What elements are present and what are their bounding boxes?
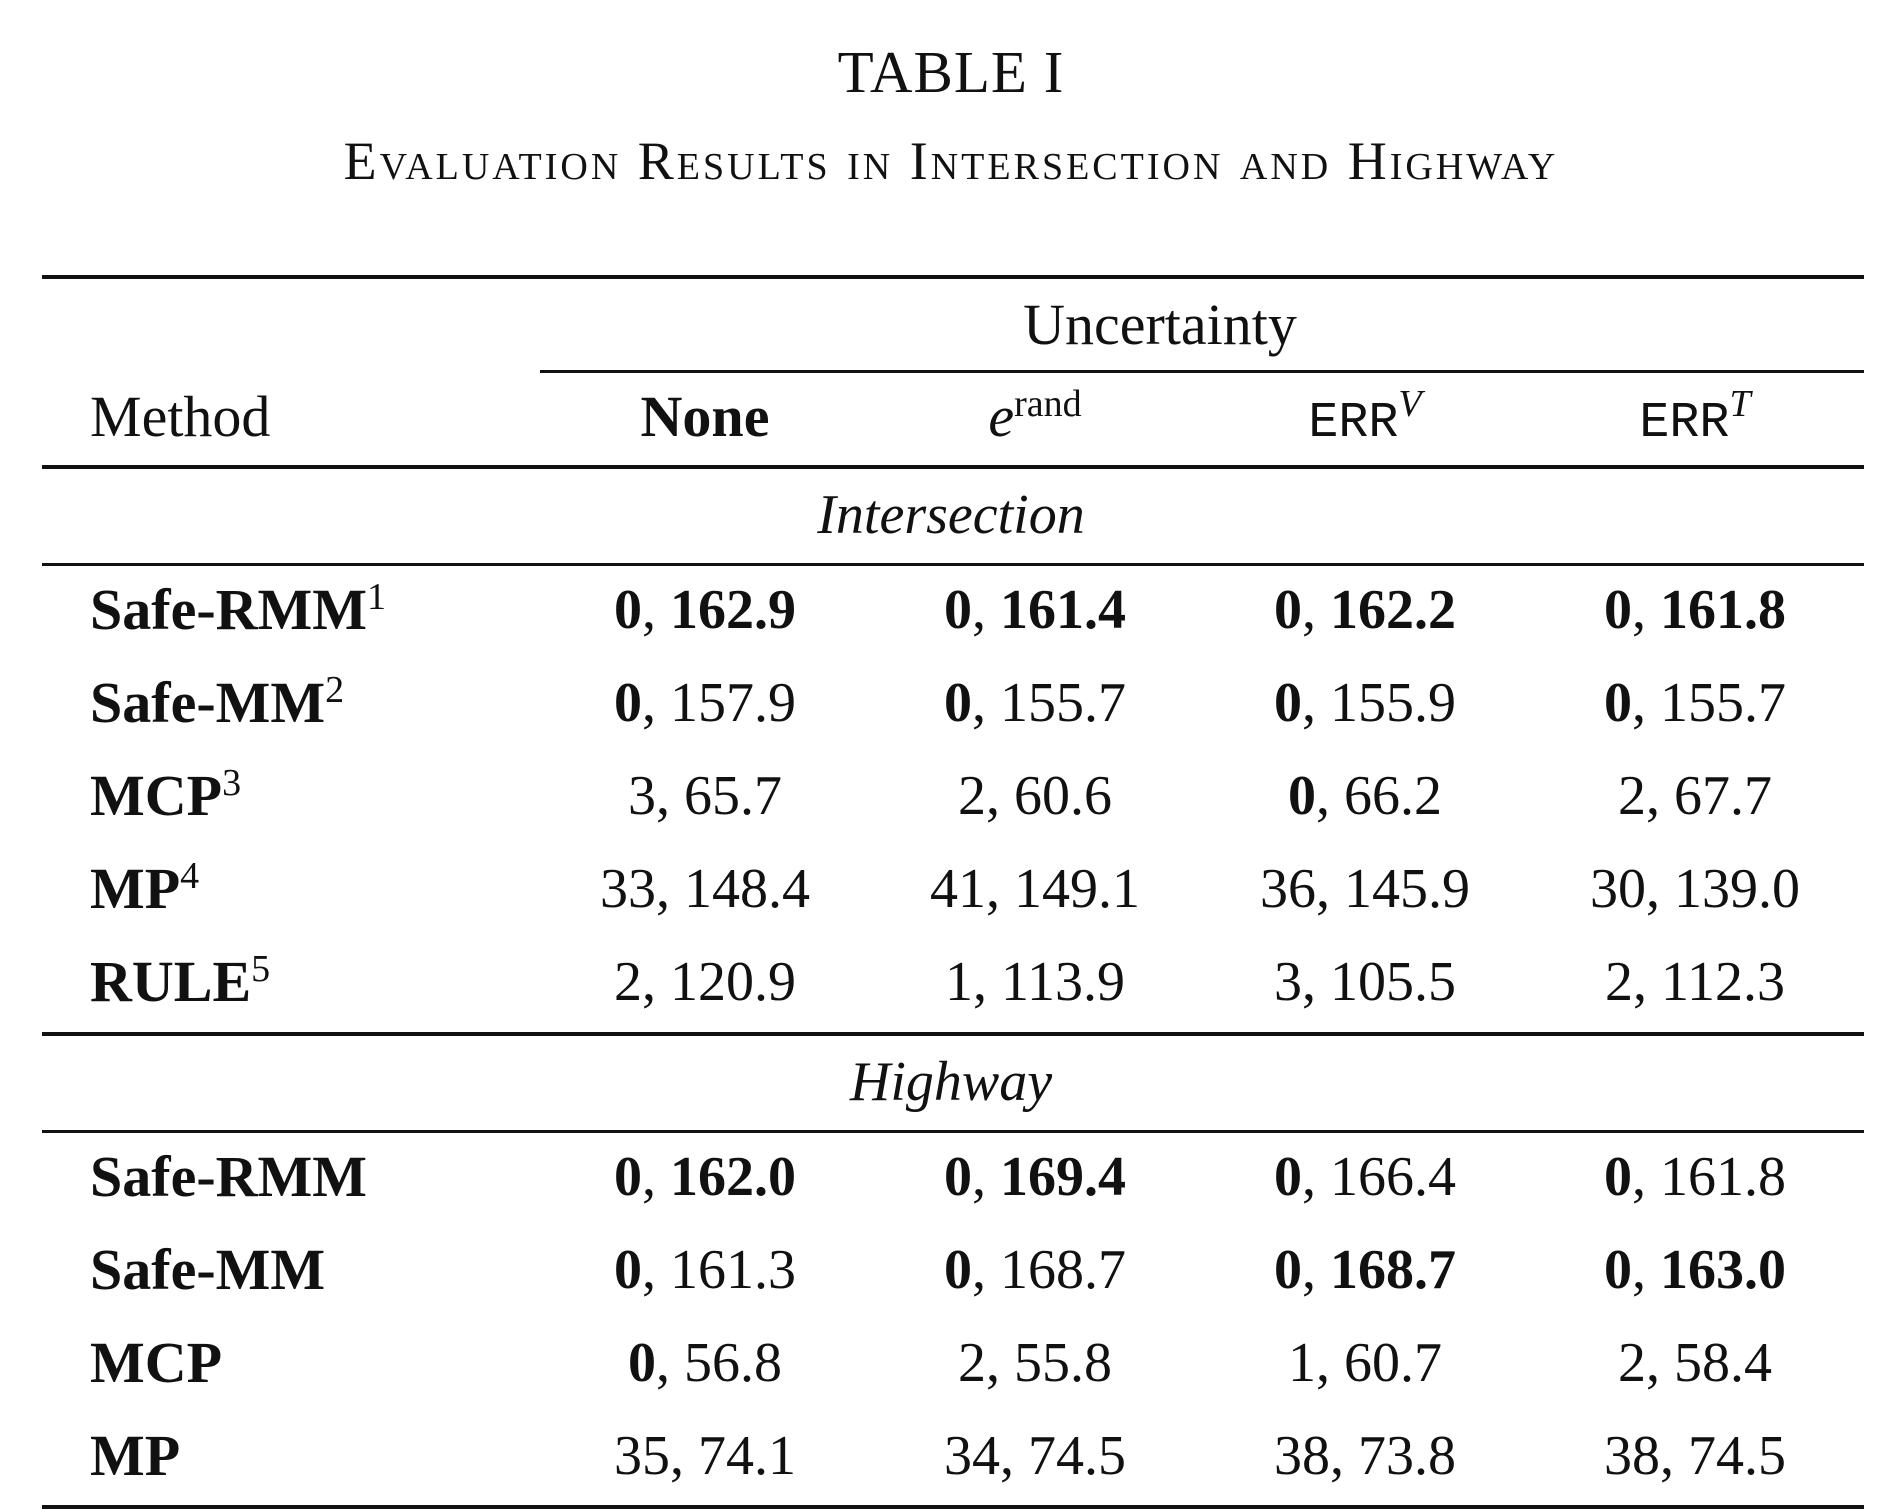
section-rule-highway (42, 1130, 1864, 1133)
table-cell: 38, 73.8 (1274, 1425, 1456, 1487)
method-label: RULE$^5$ (90, 948, 271, 1014)
table-cell: 2, 60.6 (958, 765, 1112, 827)
table-cell: 2, 67.7 (1618, 765, 1772, 827)
table-cell: 2, 112.3 (1605, 951, 1785, 1013)
table-number: TABLE I (837, 39, 1065, 105)
table-cell: 0, 162.0 (614, 1146, 796, 1208)
table-cell: 2, 120.9 (614, 951, 796, 1013)
uncertainty-header: Uncertainty (1023, 292, 1297, 357)
table-cell: 38, 74.5 (1604, 1425, 1786, 1487)
table-cell: 30, 139.0 (1590, 858, 1800, 920)
table-cell: 0, 169.4 (944, 1146, 1126, 1208)
method-label: Safe-$MM^2$ (90, 669, 345, 735)
header-rule (42, 465, 1864, 469)
method-label: Safe-RMM$^1$ (90, 576, 387, 642)
table-cell: 0, 161.8 (1604, 1146, 1786, 1208)
table-cell: 0, 161.8 (1604, 579, 1786, 641)
table-cell: 0, 163.0 (1604, 1239, 1786, 1301)
table-cell: 0, 162.9 (614, 579, 796, 641)
table-cell: 0, 155.7 (1604, 672, 1786, 734)
table-cell: 3, 105.5 (1274, 951, 1456, 1013)
table-cell: 41, 149.1 (930, 858, 1140, 920)
col-header-none: None (640, 384, 770, 449)
table-cell: 0, 161.3 (614, 1239, 796, 1301)
table-cell: 0, 66.2 (1288, 765, 1442, 827)
table-cell: 2, 55.8 (958, 1332, 1112, 1394)
table-cell: 0, 155.7 (944, 672, 1126, 734)
method-label: MP (90, 1423, 181, 1488)
method-label: Safe-MM (90, 1237, 326, 1302)
section-label: Intersection (817, 484, 1085, 546)
group-rule (540, 370, 1864, 373)
table-cell: 0, 162.2 (1274, 579, 1456, 641)
table-cell: 33, 148.4 (600, 858, 810, 920)
table-cell: 1, 113.9 (945, 951, 1125, 1013)
method-label: $MP^4$ (90, 855, 200, 921)
table-cell: 1, 60.7 (1288, 1332, 1442, 1394)
top-rule (42, 275, 1864, 279)
col-header-err-t: $ERR^T$ (1639, 383, 1751, 452)
table-cell: 34, 74.5 (944, 1425, 1126, 1487)
table-cell: 0, 155.9 (1274, 672, 1456, 734)
table-cell: 2, 58.4 (1618, 1332, 1772, 1394)
method-label: MCP$^3$ (90, 762, 242, 828)
table-title: Evaluation Results in Intersection and Highway (343, 131, 1559, 191)
col-header-err-v: $ERR^V$ (1308, 383, 1422, 452)
table-cell: 36, 145.9 (1260, 858, 1470, 920)
section-rule-intersection (42, 563, 1864, 566)
mid-rule (42, 1032, 1864, 1036)
table-cell: 0, 168.7 (944, 1239, 1126, 1301)
method-header: Method (90, 384, 271, 449)
bottom-rule (42, 1505, 1864, 1509)
table-cell: 0, 161.4 (944, 579, 1126, 641)
table-cell: 0, 166.4 (1274, 1146, 1456, 1208)
table-cell: 35, 74.1 (614, 1425, 796, 1487)
table-cell: 0, 168.7 (1274, 1239, 1456, 1301)
method-label: MCP (90, 1330, 223, 1395)
table-cell: 0, 157.9 (614, 672, 796, 734)
col-header-erand: $e^{rand}$ (988, 383, 1082, 449)
method-label: Safe-RMM (90, 1144, 368, 1209)
table-cell: 3, 65.7 (628, 765, 782, 827)
table-cell: 0, 56.8 (628, 1332, 782, 1394)
section-label: Highway (849, 1051, 1053, 1113)
